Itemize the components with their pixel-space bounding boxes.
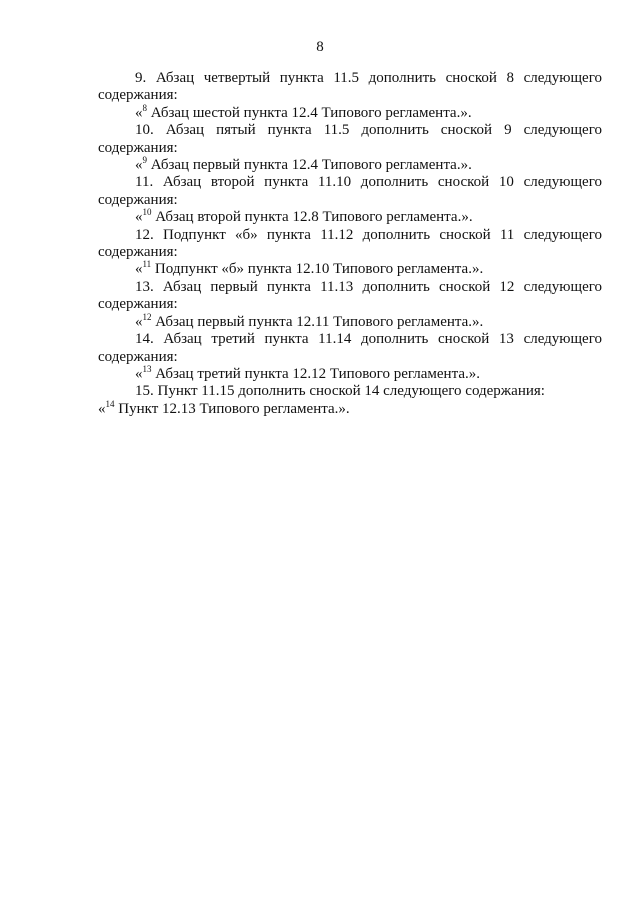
amendment-heading-continuation: содержания: <box>98 87 178 104</box>
page-number: 8 <box>316 39 324 55</box>
footnote-content: Абзац первый пункта 12.11 Типового регламента.». <box>151 313 484 330</box>
amendment-heading-continuation: содержания: <box>98 139 178 156</box>
open-quote: « <box>135 261 143 278</box>
footnote-marker: 12 <box>142 311 152 322</box>
footnote-content: Абзац первый пункта 12.4 Типового регламента.». <box>147 157 472 174</box>
amendment-heading: 13. Абзац первый пункта 11.13 дополнить сноской 12 следующего <box>135 278 602 295</box>
footnote-marker: 14 <box>105 398 115 409</box>
footnote-content: Подпункт «б» пункта 12.10 Типового регламента.». <box>151 261 484 278</box>
amendment-item-13 <box>98 279 602 331</box>
amendment-heading: 9. Абзац четвертый пункта 11.5 дополнить сноской 8 следующего <box>135 70 602 86</box>
footnote-marker: 10 <box>142 207 152 218</box>
footnote-text <box>98 398 602 418</box>
footnote-text <box>98 261 602 278</box>
amendment-heading: 10. Абзац пятый пункта 11.5 дополнить сноской 9 следующего <box>135 122 602 139</box>
document-body <box>98 70 602 418</box>
footnote-text <box>98 209 602 226</box>
open-quote: « <box>135 365 143 382</box>
footnote-content: Пункт 12.13 Типового регламента.». <box>114 400 350 417</box>
footnote-marker: 11 <box>142 259 152 270</box>
amendment-item-10 <box>98 122 602 174</box>
amendment-heading: 14. Абзац третий пункта 11.14 дополнить сноской 13 следующего <box>135 331 602 348</box>
footnote-text <box>98 363 602 383</box>
amendment-heading-continuation: содержания: <box>98 296 178 313</box>
amendment-heading-continuation: содержания: <box>98 348 178 365</box>
amendment-heading: 15. Пункт 11.15 дополнить сноской 14 следующего содержания: <box>135 383 545 400</box>
footnote-text <box>98 157 602 174</box>
amendment-item-15 <box>98 383 602 418</box>
open-quote: « <box>135 313 143 330</box>
amendment-heading-continuation: содержания: <box>98 244 178 261</box>
footnote-content: Абзац второй пункта 12.8 Типового регламента.». <box>151 209 473 226</box>
footnote-marker: 13 <box>142 363 152 374</box>
amendment-heading-continuation: содержания: <box>98 191 178 208</box>
amendment-item-9 <box>98 70 602 122</box>
open-quote: « <box>135 104 143 121</box>
footnote-content: Абзац шестой пункта 12.4 Типового регламента.». <box>147 104 472 121</box>
amendment-heading: 12. Подпункт «б» пункта 11.12 дополнить сноской 11 следующего <box>135 226 602 243</box>
footnote-text <box>98 102 602 122</box>
amendment-heading: 11. Абзац второй пункта 11.10 дополнить сноской 10 следующего <box>135 174 602 191</box>
amendment-item-14 <box>98 331 602 383</box>
amendment-item-11 <box>98 174 602 226</box>
open-quote: « <box>135 209 143 226</box>
open-quote: « <box>98 400 106 417</box>
footnote-text <box>98 311 602 331</box>
footnote-marker: 9 <box>142 155 147 166</box>
amendment-item-12 <box>98 227 602 279</box>
open-quote: « <box>135 157 143 174</box>
footnote-marker: 8 <box>142 102 147 113</box>
footnote-content: Абзац третий пункта 12.12 Типового регламента.». <box>151 365 480 382</box>
